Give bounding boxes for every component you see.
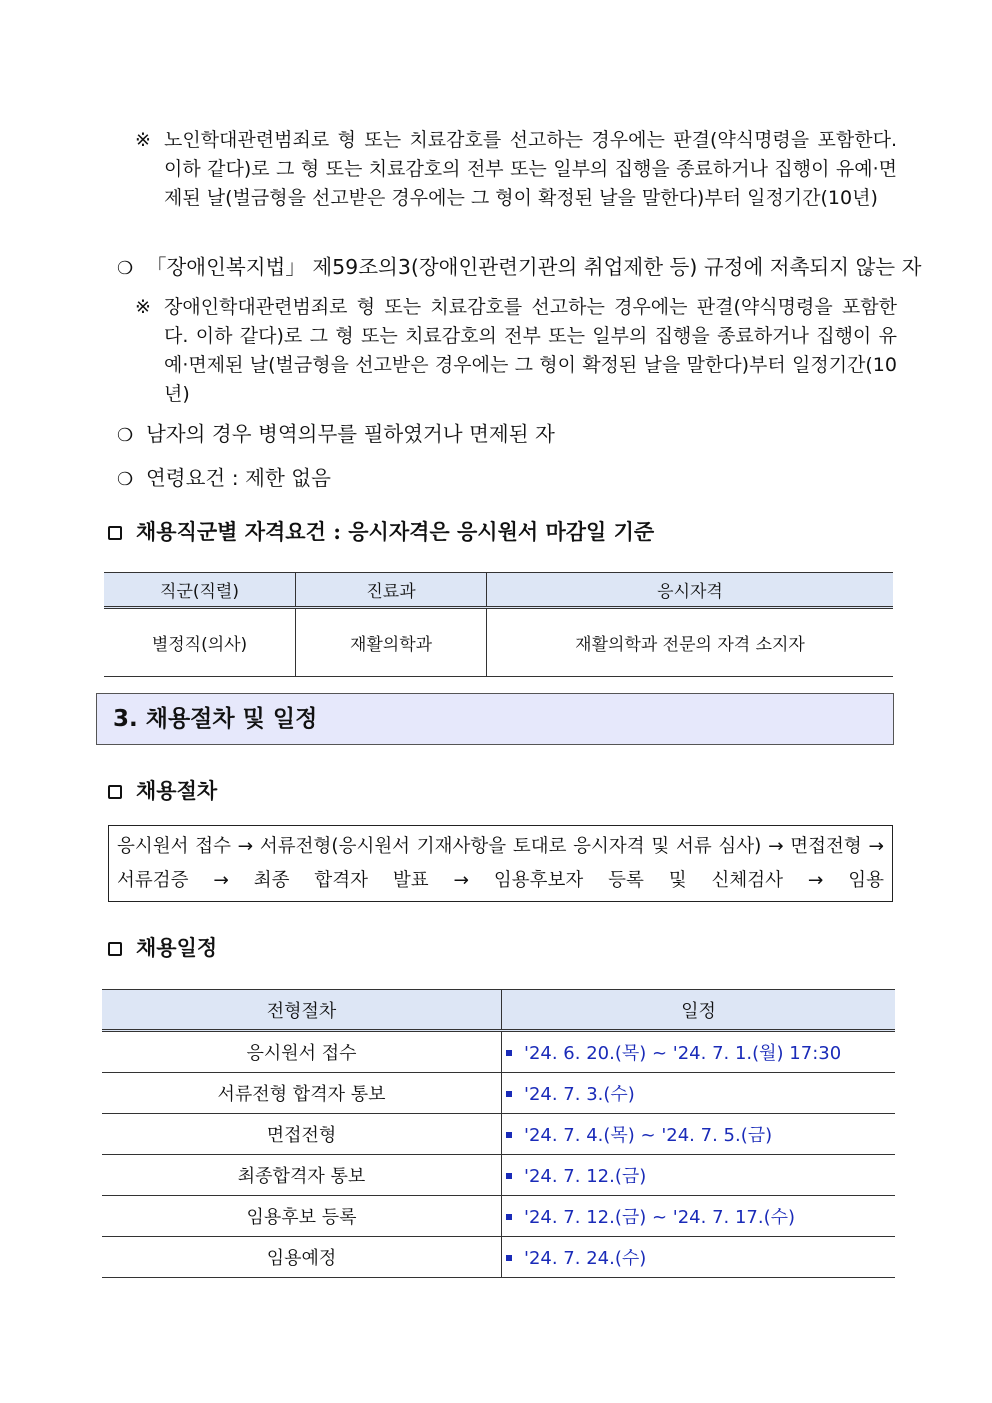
table-row [102, 1073, 895, 1114]
table-header-row [104, 573, 893, 608]
cell-date [502, 1031, 896, 1073]
date-text: '24. 6. 20.(목) ~ '24. 7. 1.(월) 17:30 [524, 1043, 842, 1064]
note-mark: ※ [135, 129, 151, 151]
note-text: 노인학대관련범죄로 형 또는 치료감호를 선고하는 경우에는 판결(약식명령을 포함한다. 이하 같다)로 그 형 또는 치료감호의 전부 또는 일부의 집행을 종료하거나 집행이 유예·면제된 날(벌금형을 선고받은 경우에는 그 형이 확정된 날을 말한다)부터 일정기간(10년) [164, 129, 897, 209]
cell-step: 임용예정 [102, 1237, 502, 1278]
table-row [102, 1031, 895, 1073]
note-disabled-abuse [135, 293, 897, 409]
cell-step: 면접전형 [102, 1114, 502, 1155]
cell-department: 재활의학과 [296, 608, 487, 677]
bullet-text: 남자의 경우 병역의무를 필하였거나 면제된 자 [146, 422, 555, 446]
cell-eligibility: 재활의학과 전문의 자격 소지자 [487, 608, 894, 677]
table-row [102, 1114, 895, 1155]
square-bullet-icon [506, 1132, 512, 1138]
procedure-box [108, 825, 893, 902]
schedule-heading-text: 채용일정 [136, 935, 218, 960]
cell-step: 임용후보 등록 [102, 1196, 502, 1237]
cell-step: 최종합격자 통보 [102, 1155, 502, 1196]
note-mark: ※ [135, 296, 151, 318]
circle-bullet-icon: ❍ [117, 425, 134, 446]
procedure-heading-text: 채용절차 [136, 778, 218, 803]
square-bullet-icon [108, 942, 122, 956]
square-bullet-icon [108, 526, 122, 540]
square-bullet-icon [506, 1050, 512, 1056]
cell-date [502, 1155, 896, 1196]
table-row [102, 1155, 895, 1196]
square-bullet-icon [506, 1091, 512, 1097]
square-bullet-icon [506, 1173, 512, 1179]
bullet-age-requirement [117, 461, 331, 491]
section-title-box [96, 693, 894, 745]
table-header-row [102, 990, 895, 1031]
table-row [102, 1237, 895, 1278]
header-date: 일정 [502, 990, 896, 1031]
cell-date [502, 1237, 896, 1278]
section-title: 3. 채용절차 및 일정 [113, 706, 318, 732]
date-text: '24. 7. 4.(목) ~ '24. 7. 5.(금) [524, 1125, 773, 1146]
table-row [102, 1196, 895, 1237]
cell-date [502, 1114, 896, 1155]
header-step: 전형절차 [102, 990, 502, 1031]
cell-date [502, 1073, 896, 1114]
square-bullet-icon [108, 785, 122, 799]
cell-job-group: 별정직(의사) [104, 608, 296, 677]
schedule-heading [108, 932, 217, 962]
table-row [104, 608, 893, 677]
circle-bullet-icon: ❍ [117, 258, 134, 279]
header-department: 진료과 [296, 573, 487, 608]
bullet-text: 「장애인복지법」 제59조의3(장애인관련기관의 취업제한 등) 규정에 저촉되지 않는 자 [146, 255, 922, 279]
procedure-heading [108, 775, 217, 805]
bullet-text: 연령요건 : 제한 없음 [146, 466, 331, 490]
cell-step: 서류전형 합격자 통보 [102, 1073, 502, 1114]
bullet-disability-welfare-act [117, 250, 921, 280]
header-eligibility: 응시자격 [487, 573, 894, 608]
date-text: '24. 7. 3.(수) [524, 1084, 635, 1105]
qualification-table [104, 572, 893, 677]
date-text: '24. 7. 24.(수) [524, 1248, 647, 1269]
bullet-military-service [117, 417, 555, 447]
square-bullet-icon [506, 1214, 512, 1220]
cell-step: 응시원서 접수 [102, 1031, 502, 1073]
note-elder-abuse [135, 126, 897, 213]
date-text: '24. 7. 12.(금) [524, 1166, 647, 1187]
header-job-group: 직군(직렬) [104, 573, 296, 608]
square-bullet-icon [506, 1255, 512, 1261]
qualification-heading-text: 채용직군별 자격요건 : 응시자격은 응시원서 마감일 기준 [136, 519, 655, 544]
cell-date [502, 1196, 896, 1237]
qualification-heading [108, 516, 654, 546]
date-text: '24. 7. 12.(금) ~ '24. 7. 17.(수) [524, 1207, 796, 1228]
circle-bullet-icon: ❍ [117, 469, 134, 490]
procedure-text: 응시원서 접수 → 서류전형(응시원서 기재사항을 토대로 응시자격 및 서류 심사) → 면접전형 → 서류검증 → 최종 합격자 발표 → 임용후보자 등록 및 신체검사 → 임용 [117, 836, 884, 891]
note-text: 장애인학대관련범죄로 형 또는 치료감호를 선고하는 경우에는 판결(약식명령을 포함한다. 이하 같다)로 그 형 또는 치료감호의 전부 또는 일부의 집행을 종료하거나 집행이 유예·면제된 날(벌금형을 선고받은 경우에는 그 형이 확정된 날을 말한다)부터 일정기간(10년) [164, 296, 897, 405]
schedule-table [102, 989, 895, 1278]
